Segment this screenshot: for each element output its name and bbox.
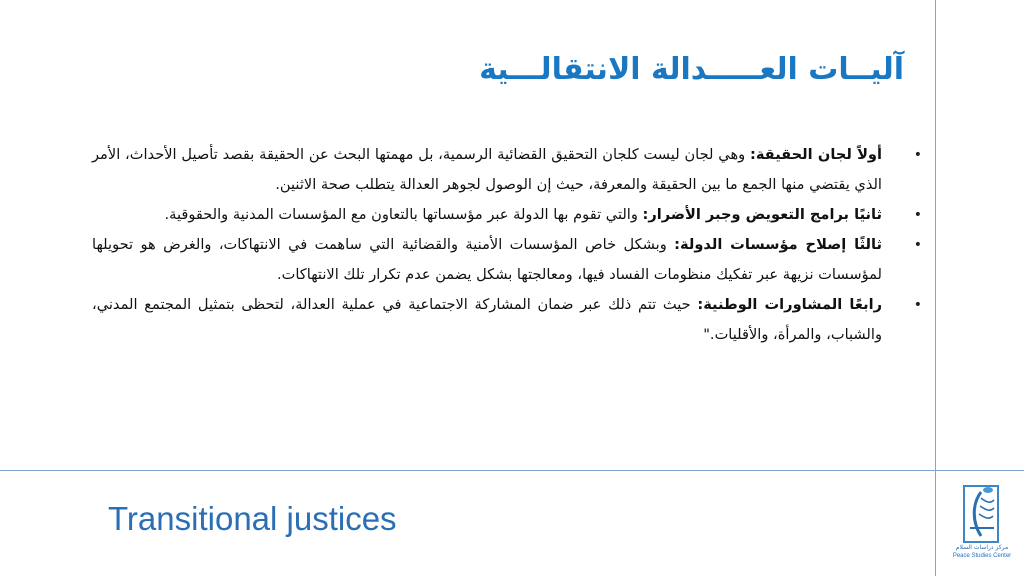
list-item [92, 140, 922, 200]
bullet-icon: • [913, 237, 922, 253]
list-item [92, 230, 922, 290]
bullet-icon: • [913, 297, 922, 313]
footer-title: Transitional justices [108, 500, 397, 537]
bullet-icon: • [913, 207, 922, 223]
item-lead: ثانيًا برامج التعويض وجبر الأضرار: [642, 206, 882, 223]
bullet-list [92, 140, 922, 350]
item-lead: ثالثًا إصلاح مؤسسات الدولة: [674, 236, 882, 253]
item-lead: أولاً لجان الحقيقة: [750, 146, 883, 163]
list-item [92, 290, 922, 350]
slide-content [92, 140, 922, 350]
vertical-divider [935, 0, 936, 576]
slide-title: آليــات العـــــدالة الانتقالـــية [479, 52, 904, 87]
item-lead: رابعًا المشاورات الوطنية: [697, 296, 882, 313]
item-text: حيث تتم ذلك عبر ضمان المشاركة الاجتماعية في عملية العدالة، لتحظى بتمثيل المجتمع المدني، والشباب، والمرأة، والأقليات." [92, 296, 882, 343]
item-text: وبشكل خاص المؤسسات الأمنية والقضائية التي ساهمت في الانتهاكات، والغرض هو تحويلها لمؤسسات نزيهة عبر تفكيك منظومات الفساد فيها، ومعالجتها بشكل يضمن عدم تكرار تلك الانتهاكات. [92, 236, 882, 283]
item-text: والتي تقوم بها الدولة عبر مؤسساتها بالتعاون مع المؤسسات المدنية والحقوقية. [164, 206, 643, 223]
horizontal-divider [0, 470, 1024, 471]
item-text: وهي لجان ليست كلجان التحقيق القضائية الرسمية، بل مهمتها البحث عن الحقيقة بقصد تأصيل الأحداث، الأمر الذي يقتضي منها الجمع ما بين الحقيقة والمعرفة، حيث إن الوصول لجوهر العدالة يتطلب صحة الاثنين. [92, 146, 882, 193]
logo-text-english: Peace Studies Center [952, 553, 1012, 559]
list-item [92, 200, 922, 230]
bullet-icon: • [913, 147, 922, 163]
logo-text-arabic: مركز دراسات السلام [955, 544, 1009, 551]
